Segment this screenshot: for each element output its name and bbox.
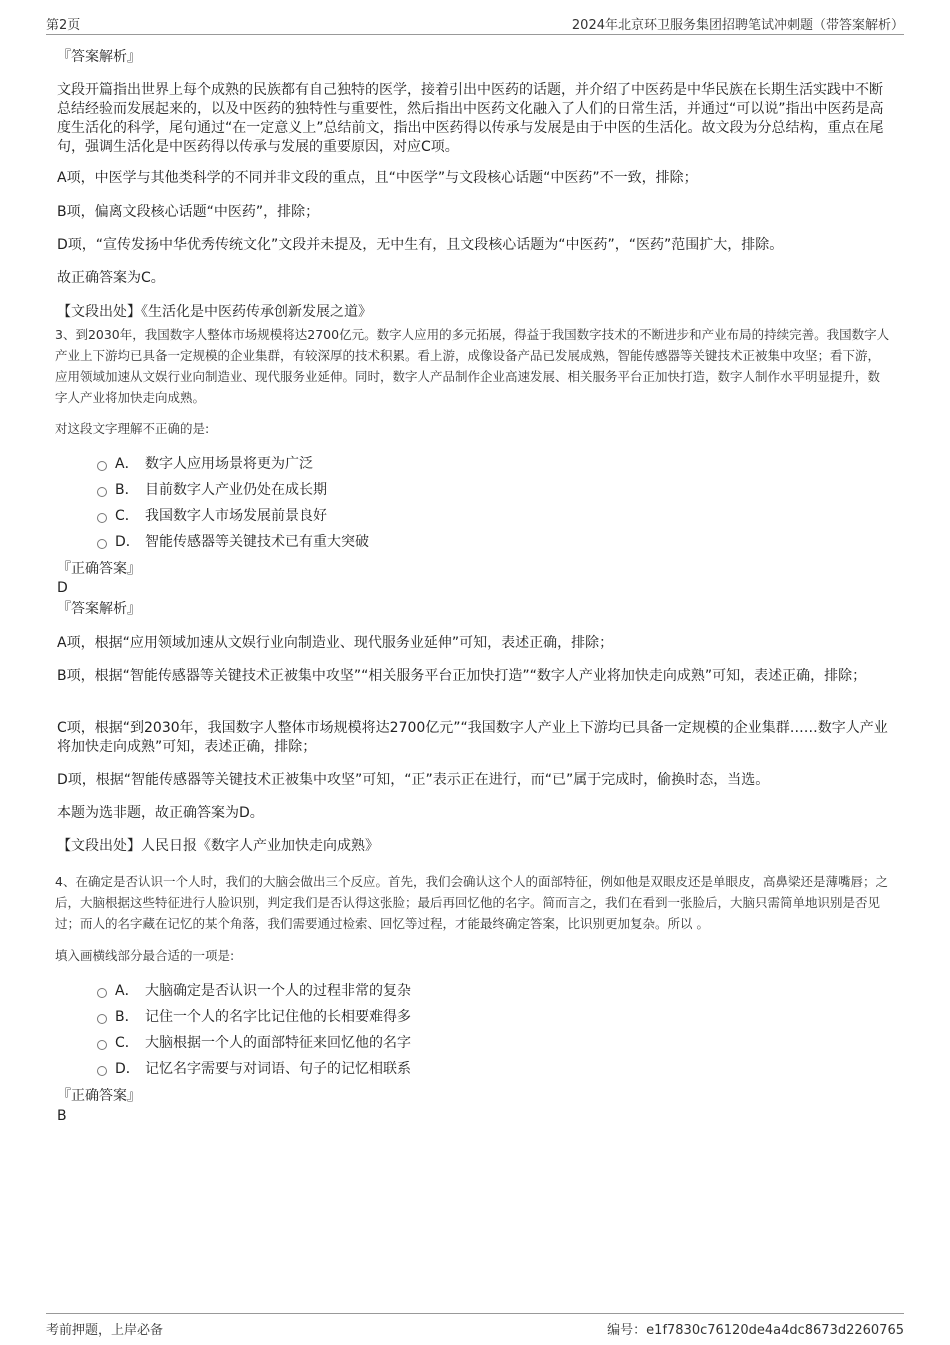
analysis-option-d: D项，“宣传发扬中华优秀传统文化”文段并未提及，无中生有，且文段核心话题为“中医药”，“医药”范围扩大，排除。 [57,237,784,253]
correct-answer-label: 『正确答案』 [57,1088,141,1104]
question-4-option-b[interactable]: B． 记住一个人的名字比记住他的长相要难得多 [97,1008,411,1026]
radio-icon[interactable] [97,1040,107,1050]
analysis-option-a: A项，根据“应用领域加速从文娱行业向制造业、现代服务业延伸”可知，表述正确，排除； [57,635,614,651]
radio-icon[interactable] [97,988,107,998]
question-3-option-b[interactable]: B． 目前数字人产业仍处在成长期 [97,481,327,499]
page-footer [46,1313,904,1338]
radio-icon[interactable] [97,461,107,471]
analysis-text: 文段开篇指出世界上每个成熟的民族都有自己独特的医学，接着引出中医药的话题，并介绍了中医药是中华民族在长期生活实践中不断总结经验而发展起来的，以及中医药的独特性与重要性，然后指出中医药文化融入了人们的日常生活，并通过“可以说”指出中医药是高度生活化的科学，尾句通过“在一定意义上”总结前文，指出中医药得以传承与发展是由于中医的生活化。故文段为分总结构，重点在尾句，强调生活化是中医药得以传承与发展的重要原因，对应C项。 [57,82,884,155]
answer-conclusion: 故正确答案为C。 [57,270,165,286]
question-4-option-c[interactable]: C． 大脑根据一个人的面部特征来回忆他的名字 [97,1034,411,1052]
radio-icon[interactable] [97,539,107,549]
analysis-option-b: B项，根据“智能传感器等关键技术正被集中攻坚”“相关服务平台正加快打造”“数字人产业将加快走向成熟”可知，表述正确，排除； [57,668,867,684]
question-3-option-d[interactable]: D． 智能传感器等关键技术已有重大突破 [97,533,369,551]
analysis-label: 『答案解析』 [57,49,141,65]
radio-icon[interactable] [97,1066,107,1076]
document-title: 2024年北京环卫服务集团招聘笔试冲刺题（带答案解析） [571,18,904,33]
footer-slogan: 考前押题，上岸必备 [46,1323,164,1338]
passage-source: 【文段出处】人民日报《数字人产业加快走向成熟》 [57,838,379,854]
analysis-option-d: D项，根据“智能传感器等关键技术正被集中攻坚”可知，“正”表示正在进行，而“已”属于完成时，偷换时态，当选。 [57,772,770,788]
analysis-option-a: A项，中医学与其他类科学的不同并非文段的重点，且“中医学”与文段核心话题“中医药”不一致，排除； [57,170,698,186]
question-3-option-c[interactable]: C． 我国数字人市场发展前景良好 [97,507,327,525]
analysis-label: 『答案解析』 [57,601,141,617]
answer-conclusion: 本题为选非题，故正确答案为D。 [57,805,264,821]
radio-icon[interactable] [97,487,107,497]
question-4-option-d[interactable]: D． 记忆名字需要与对词语、句子的记忆相联系 [97,1060,411,1078]
page-header [46,14,904,35]
correct-answer-value: B [57,1108,67,1124]
document-code: 编号：e1f7830c76120de4a4dc8673d2260765 [607,1323,904,1338]
correct-answer-value: D [57,580,68,596]
radio-icon[interactable] [97,513,107,523]
question-3-prompt: 对这段文字理解不正确的是: [55,421,210,436]
question-3-stem: 3、到2030年，我国数字人整体市场规模将达2700亿元。数字人应用的多元拓展，得益于我国数字技术的不断进步和产业布局的持续完善。我国数字人产业上下游均已具备一定规模的企业集群，有较深厚的技术积累。看上游，成像设备产品已发展成熟，智能传感器等关键技术正被集中攻坚；看下游，应用领域加速从文娱行业向制造业、现代服务业延伸。同时，数字人产品制作企业高速发展、相关服务平台正加快打造，数字人制作水平明显提升，数字人产业将加快走向成熟。 [55,327,890,405]
analysis-option-b: B项，偏离文段核心话题“中医药”，排除； [57,204,320,220]
question-4-option-a[interactable]: A． 大脑确定是否认识一个人的过程非常的复杂 [97,982,411,1000]
question-3-option-a[interactable]: A． 数字人应用场景将更为广泛 [97,455,313,473]
page-number: 第2页 [46,18,81,33]
analysis-option-c: C项，根据“到2030年，我国数字人整体市场规模将达2700亿元”“我国数字人产业上下游均已具备一定规模的企业集群……数字人产业将加快走向成熟”可知，表述正确，排除； [57,720,888,755]
radio-icon[interactable] [97,1014,107,1024]
question-4-prompt: 填入画横线部分最合适的一项是: [55,948,235,963]
question-4-stem: 4、在确定是否认识一个人时，我们的大脑会做出三个反应。首先，我们会确认这个人的面部特征，例如他是双眼皮还是单眼皮，高鼻梁还是薄嘴唇；之后，大脑根据这些特征进行人脸识别，判定我们是否认得这张脸；最后再回忆他的名字。简而言之，我们在看到一张脸后，大脑只需简单地识别是否见过；而人的名字藏在记忆的某个角落，我们需要通过检索、回忆等过程，才能最终确定答案，比识别更加复杂。所以 。 [55,874,888,931]
correct-answer-label: 『正确答案』 [57,561,141,577]
passage-source: 【文段出处】《生活化是中医药传承创新发展之道》 [57,304,372,320]
